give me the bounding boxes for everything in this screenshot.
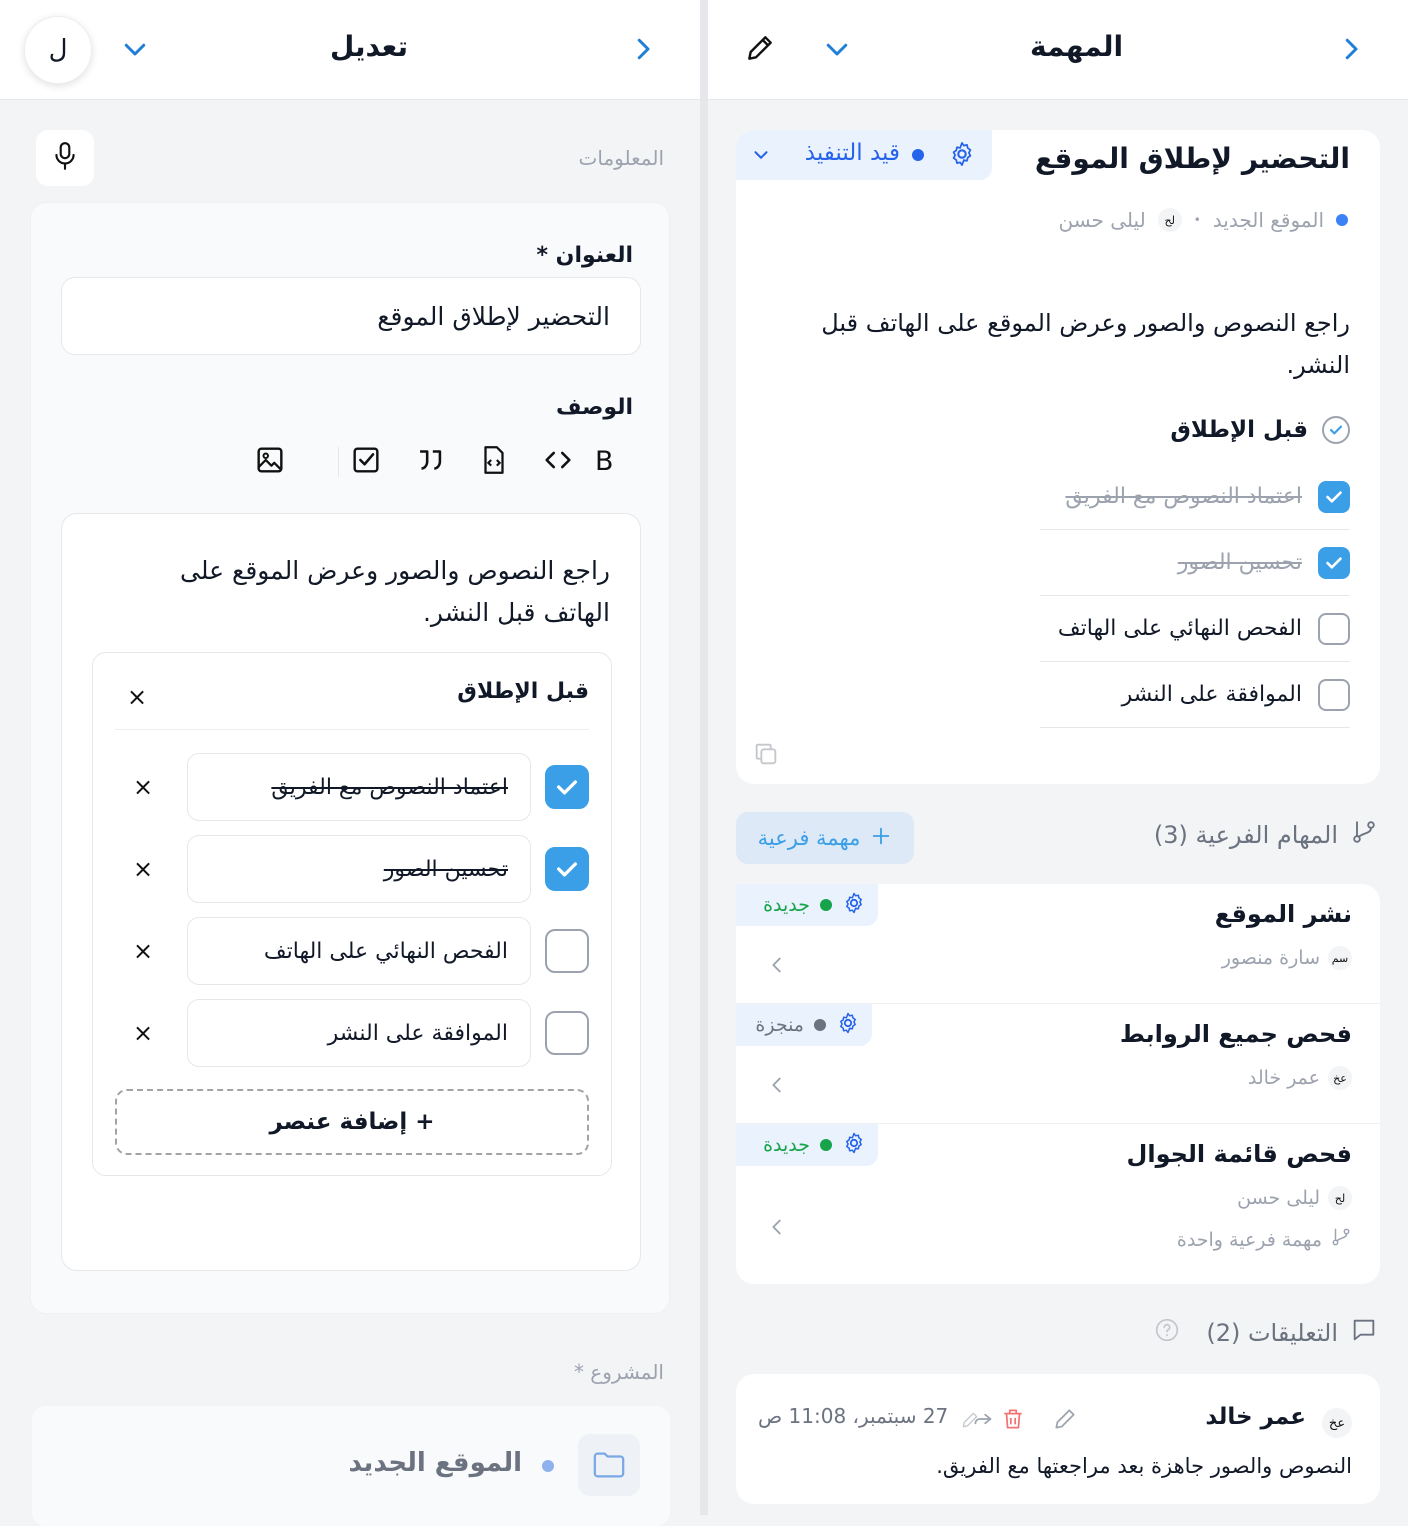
- subtasks-header: [1154, 818, 1378, 852]
- branch-icon: [1350, 818, 1378, 852]
- checklist-item[interactable]: [1040, 662, 1350, 728]
- task-header: [708, 0, 1408, 100]
- code-file-icon[interactable]: [477, 443, 511, 477]
- status-dot: [912, 149, 924, 161]
- chevron-right-icon[interactable]: [628, 34, 658, 64]
- task-panel: [708, 0, 1408, 1515]
- microphone-icon: [52, 141, 78, 175]
- checklist-item-checkbox[interactable]: [545, 929, 589, 973]
- comments-title: التعليقات (2): [1206, 1319, 1338, 1347]
- comment-author: عمر خالد: [1205, 1404, 1306, 1430]
- checklist-item-input[interactable]: [187, 753, 531, 821]
- checklist-checkbox[interactable]: [1318, 679, 1350, 711]
- remove-item-button[interactable]: ×: [133, 773, 154, 801]
- avatar-letter: ل: [48, 35, 68, 65]
- project-selector[interactable]: [32, 1406, 670, 1526]
- svg-text:B: B: [595, 445, 614, 477]
- description-editor[interactable]: [61, 513, 641, 1271]
- voice-input-button[interactable]: [36, 130, 94, 186]
- add-subtask-label: مهمة فرعية: [757, 826, 861, 850]
- subtask-status-pill[interactable]: [736, 1004, 872, 1046]
- checklist-item-input[interactable]: [187, 999, 531, 1067]
- description-text[interactable]: راجع النصوص والصور وعرض الموقع على الهاتف قبل النشر.: [180, 556, 610, 627]
- subtask-note: مهمة فرعية واحدة: [1176, 1228, 1322, 1251]
- image-icon[interactable]: [253, 443, 287, 477]
- description-field-label: الوصف: [555, 395, 633, 420]
- chevron-left-icon[interactable]: [766, 1074, 788, 1100]
- checklist-item-text: تحسين الصور: [383, 856, 508, 882]
- subtask-subcount: [1177, 1226, 1352, 1253]
- edit-form-card: [30, 202, 670, 1314]
- chevron-left-icon[interactable]: [766, 1216, 788, 1242]
- subtask-status: منجزة: [755, 1014, 804, 1036]
- subtask-assignee: [1222, 946, 1352, 970]
- checklist-item-checkbox[interactable]: [545, 847, 589, 891]
- user-avatar-button[interactable]: [24, 16, 92, 84]
- chevron-down-icon[interactable]: [120, 34, 150, 64]
- status-label: قيد التنفيذ: [804, 140, 900, 166]
- code-icon[interactable]: [541, 443, 575, 477]
- remove-item-button[interactable]: ×: [133, 937, 154, 965]
- checklist-item-text: الموافقة على النشر: [327, 1020, 508, 1046]
- edit-comment-icon[interactable]: [1052, 1406, 1078, 1436]
- remove-item-button[interactable]: ×: [133, 855, 154, 883]
- avatar: عخ: [1322, 1408, 1352, 1438]
- checklist-checkbox[interactable]: [1318, 547, 1350, 579]
- chevron-down-icon[interactable]: [822, 34, 852, 64]
- checklist-divider: [115, 729, 589, 730]
- edit-panel: [0, 0, 700, 1515]
- copy-icon[interactable]: [752, 740, 780, 772]
- subtask-assignee: [1248, 1066, 1352, 1090]
- gear-icon[interactable]: [842, 891, 866, 920]
- status-dot: [820, 899, 832, 911]
- panel-divider: [700, 0, 708, 1515]
- gear-icon[interactable]: [948, 140, 976, 172]
- checkbox-icon[interactable]: [349, 443, 383, 477]
- trash-icon[interactable]: [1000, 1406, 1026, 1436]
- task-meta: [1058, 208, 1348, 232]
- info-section-label: المعلومات: [578, 146, 664, 170]
- checklist-item-text: اعتماد النصوص مع الفريق: [271, 774, 508, 800]
- task-title: التحضير لإطلاق الموقع: [1034, 142, 1350, 175]
- subtask-status: جديدة: [763, 1134, 810, 1156]
- gear-icon[interactable]: [842, 1131, 866, 1160]
- remove-item-button[interactable]: ×: [133, 1019, 154, 1047]
- check-circle-icon: [1322, 416, 1350, 444]
- subtask-title: فحص قائمة الجوال: [1126, 1140, 1352, 1168]
- remove-checklist-button[interactable]: ×: [127, 683, 148, 711]
- help-icon[interactable]: [1154, 1317, 1180, 1349]
- checklist-title: قبل الإطلاق: [1170, 417, 1308, 443]
- checklist-item[interactable]: [1040, 464, 1350, 530]
- subtasks-list: [736, 884, 1380, 1284]
- checklist-item-text: الفحص النهائي على الهاتف: [263, 938, 508, 964]
- gear-icon[interactable]: [836, 1011, 860, 1040]
- edit-title: تعديل: [330, 30, 408, 63]
- edit-pencil-icon[interactable]: [746, 32, 776, 62]
- task-project[interactable]: الموقع الجديد: [1212, 208, 1324, 232]
- subtask-row[interactable]: [736, 884, 1380, 1004]
- subtask-assignee: [1237, 1186, 1352, 1210]
- checklist-item-text: تحسين الصور: [1177, 550, 1302, 575]
- project-name: الموقع الجديد: [348, 1448, 522, 1478]
- edit-header: [0, 0, 700, 100]
- checklist-title[interactable]: قبل الإطلاق: [457, 679, 589, 704]
- avatar: سم: [1328, 946, 1352, 970]
- add-checklist-item-button[interactable]: + إضافة عنصر: [115, 1089, 589, 1155]
- subtasks-title: المهام الفرعية (3): [1153, 821, 1338, 849]
- avatar: عخ: [1328, 1066, 1352, 1090]
- checklist-item-checkbox[interactable]: [545, 765, 589, 809]
- subtask-status: جديدة: [763, 894, 810, 916]
- checklist-checkbox[interactable]: [1318, 613, 1350, 645]
- comments-header: [1154, 1316, 1378, 1350]
- title-field-label: العنوان *: [536, 243, 633, 268]
- project-field-label: المشروع *: [573, 1360, 664, 1384]
- chevron-right-icon[interactable]: [1336, 34, 1366, 64]
- title-input[interactable]: التحضير لإطلاق الموقع: [61, 277, 641, 355]
- status-dot: [814, 1019, 826, 1031]
- subtask-assignee-name: سارة منصور: [1221, 947, 1320, 969]
- plus-icon: [870, 825, 892, 852]
- subtask-status-pill[interactable]: [736, 884, 878, 926]
- subtask-title: نشر الموقع: [1214, 900, 1352, 928]
- task-description: راجع النصوص والصور وعرض الموقع على الهاتف قبل النشر.: [821, 309, 1350, 379]
- checklist-item[interactable]: [1040, 596, 1350, 662]
- subtask-status-pill[interactable]: [736, 1124, 878, 1166]
- checklist-item-text: الفحص النهائي على الهاتف: [1057, 616, 1302, 641]
- checklist-item-checkbox[interactable]: [545, 1011, 589, 1055]
- task-assignee[interactable]: ليلى حسن: [1058, 208, 1146, 232]
- chevron-left-icon[interactable]: [766, 954, 788, 980]
- comment-icon: [1350, 1316, 1378, 1350]
- comment-item: [736, 1374, 1380, 1504]
- pencil-small-icon[interactable]: [960, 1410, 980, 1434]
- checklist-checkbox[interactable]: [1318, 481, 1350, 513]
- chevron-down-icon: [750, 144, 772, 170]
- checklist-block: [92, 652, 612, 1176]
- toolbar-separator: [338, 447, 339, 477]
- add-subtask-button[interactable]: [736, 812, 914, 864]
- subtask-assignee-name: ليلى حسن: [1237, 1187, 1320, 1209]
- bold-icon[interactable]: [595, 443, 639, 477]
- checklist-item-input[interactable]: [187, 835, 531, 903]
- subtask-row[interactable]: [736, 1124, 1380, 1284]
- task-card: [736, 130, 1380, 784]
- subtask-row[interactable]: [736, 1004, 1380, 1124]
- checklist-item-text: الموافقة على النشر: [1121, 682, 1302, 707]
- task-panel-title: المهمة: [1030, 30, 1124, 63]
- status-dot: [820, 1139, 832, 1151]
- branch-icon: [1330, 1226, 1352, 1253]
- folder-icon[interactable]: [578, 1434, 640, 1496]
- checklist-item[interactable]: [1040, 530, 1350, 596]
- subtask-title: فحص جميع الروابط: [1119, 1020, 1352, 1048]
- avatar: لح: [1158, 208, 1182, 232]
- checklist-item-text: اعتماد النصوص مع الفريق: [1065, 484, 1302, 509]
- comment-text: النصوص والصور جاهزة بعد مراجعتها مع الفريق.: [936, 1454, 1352, 1478]
- comment-time: 27 سبتمبر، 11:08 ص: [758, 1404, 949, 1428]
- project-color-dot: [542, 1460, 554, 1472]
- quote-icon[interactable]: [413, 443, 447, 477]
- meta-separator: •: [1193, 213, 1201, 227]
- rich-text-toolbar: [239, 443, 639, 483]
- avatar: لح: [1328, 1186, 1352, 1210]
- project-dot: [1336, 214, 1348, 226]
- status-dropdown[interactable]: [736, 130, 992, 180]
- subtask-assignee-name: عمر خالد: [1247, 1067, 1320, 1089]
- checklist-heading: [1170, 416, 1350, 444]
- checklist-item-input[interactable]: [187, 917, 531, 985]
